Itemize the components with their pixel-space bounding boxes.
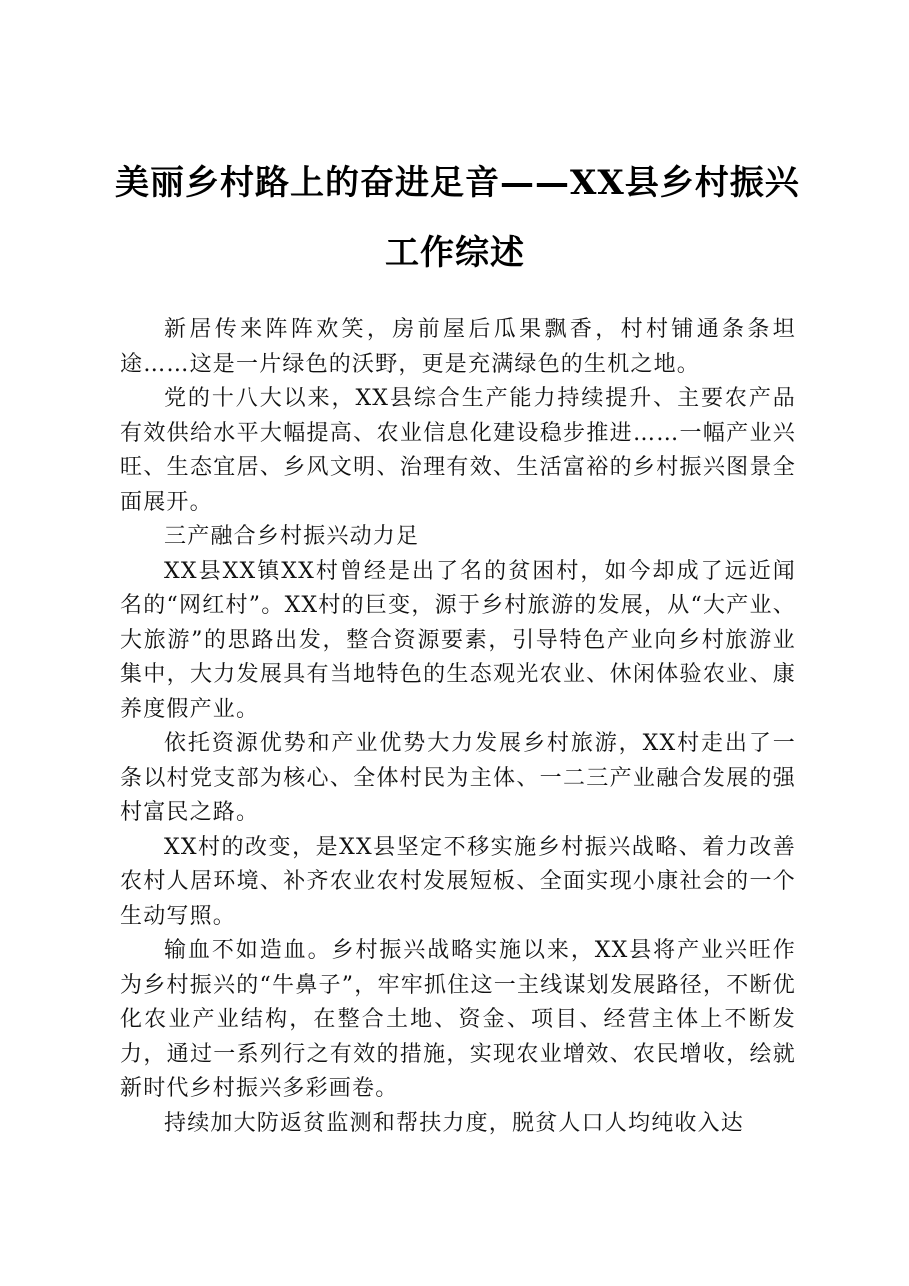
- paragraph-snapshot: XX村的改变，是XX县坚定不移实施乡村振兴战略、着力改善农村人居环境、补齐农业农村发展短板、全面实现小康社会的一个生动写照。: [120, 834, 796, 929]
- paragraph-monitoring: 持续加大防返贫监测和帮扶力度，脱贫人口人均纯收入达: [164, 1110, 745, 1136]
- section-heading: 三产融合乡村振兴动力足: [164, 524, 420, 549]
- paragraph-village-change: XX县XX镇XX村曾经是出了名的贫困村，如今却成了远近闻名的“网红村”。XX村的巨变，源于乡村旅游的发展，从“大产业、大旅游”的思路出发，整合资源要素，引导特色产业向乡村旅游业集中，大力发展具有当地特色的生态观光农业、休闲体验农业、康养度假产业。: [120, 558, 796, 722]
- title-line-1: 美丽乡村路上的奋进足音——XX县乡村振兴: [115, 163, 800, 203]
- paragraph-tourism: 依托资源优势和产业优势大力发展乡村旅游，XX村走出了一条以村党支部为核心、全体村民为主体、一二三产业融合发展的强村富民之路。: [120, 731, 796, 825]
- paragraph-industry: 输血不如造血。乡村振兴战略实施以来，XX县将产业兴旺作为乡村振兴的“牛鼻子”，牢牢抓住这一主线谋划发展路径，不断优化农业产业结构，在整合土地、资金、项目、经营主体上不断发力，通过一系列行之有效的措施，实现农业增效、农民增收，绘就新时代乡村振兴多彩画卷。: [120, 938, 796, 1101]
- document-title: [115, 148, 800, 288]
- document-body: [120, 313, 796, 1141]
- paragraph-intro: 新居传来阵阵欢笑，房前屋后瓜果飘香，村村铺通条条坦途……这是一片绿色的沃野，更是充满绿色的生机之地。: [120, 317, 796, 377]
- title-line-2: 工作综述: [385, 233, 525, 273]
- paragraph-overview: 党的十八大以来，XX县综合生产能力持续提升、主要农产品有效供给水平大幅提高、农业信息化建设稳步推进……一幅产业兴旺、生态宜居、乡风文明、治理有效、生活富裕的乡村振兴图景全面展开。: [120, 386, 796, 515]
